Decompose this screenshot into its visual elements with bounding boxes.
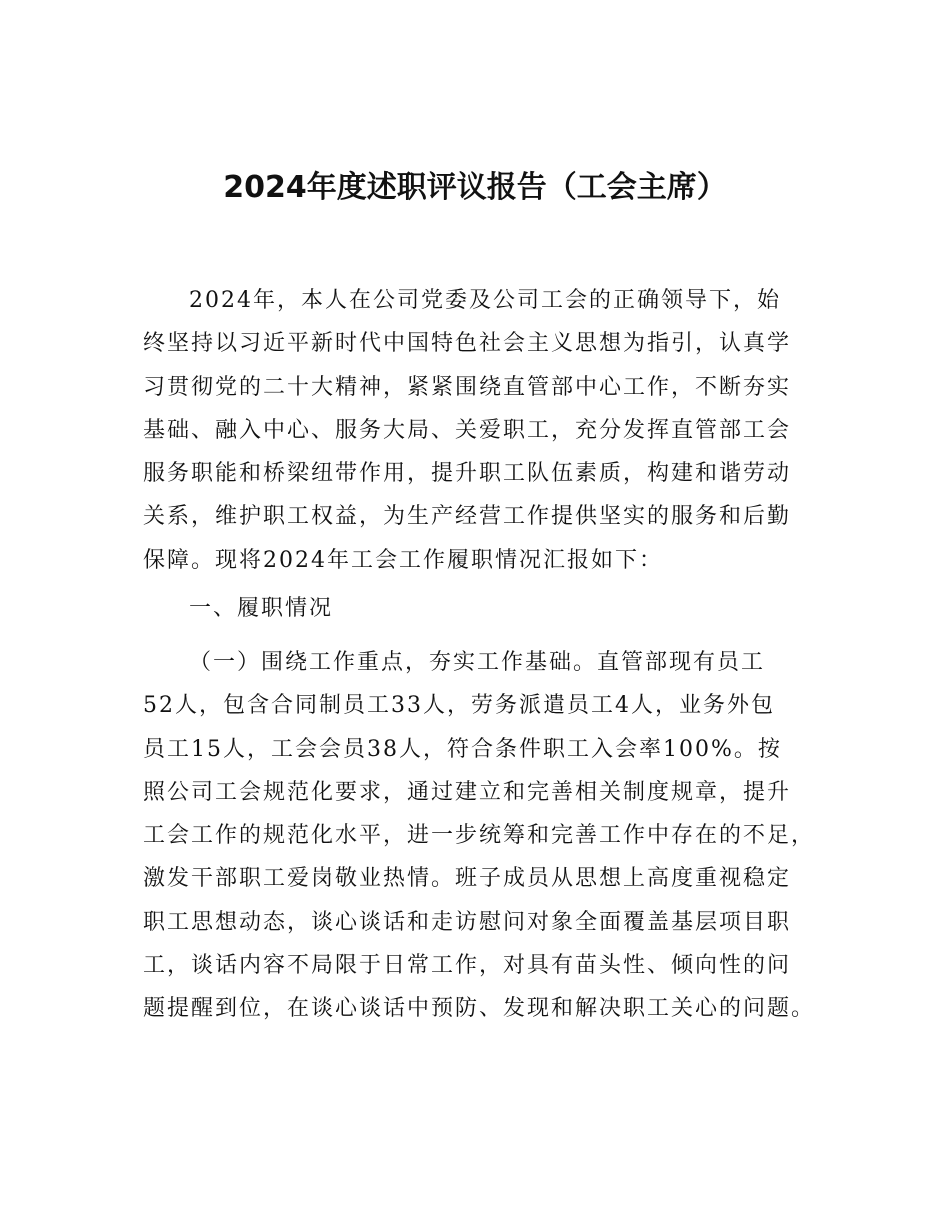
document-title: 2024年度述职评议报告（工会主席）	[223, 170, 727, 205]
paragraph-line: 基础、融入中心、服务大局、关爱职工，充分发挥直管部工会	[143, 417, 792, 443]
paragraph-line: 终坚持以习近平新时代中国特色社会主义思想为指引，认真学	[143, 331, 792, 357]
paragraph-line: 52人，包含合同制员工33人，劳务派遣员工4人，业务外包	[143, 693, 775, 719]
paragraph-line: 服务职能和桥梁纽带作用，提升职工队伍素质，构建和谐劳动	[143, 461, 792, 487]
paragraph-line: 2024年，本人在公司党委及公司工会的正确领导下，始	[189, 288, 781, 313]
section-heading-text: 一、履职情况	[189, 596, 334, 621]
paragraph-line: 关系，维护职工权益，为生产经营工作提供坚实的服务和后勤	[143, 504, 792, 530]
section-heading	[143, 587, 828, 630]
paragraph-line: 激发干部职工爱岗敬业热情。班子成员从思想上高度重视稳定	[143, 866, 792, 892]
paragraph-line: 工会工作的规范化水平，进一步统筹和完善工作中存在的不足，	[143, 823, 816, 849]
paragraph-line: 职工思想动态，谈心谈话和走访慰问对象全面覆盖基层项目职	[143, 909, 792, 935]
paragraph-line: 照公司工会规范化要求，通过建立和完善相关制度规章，提升	[143, 779, 792, 805]
paragraph-line: 习贯彻党的二十大精神，紧紧围绕直管部中心工作，不断夯实	[143, 374, 792, 400]
intro-paragraph	[143, 279, 828, 582]
paragraph-line: 保障。现将2024年工会工作履职情况汇报如下：	[143, 547, 663, 573]
paragraph-line: 题提醒到位，在谈心谈话中预防、发现和解决职工关心的问题。	[143, 996, 816, 1022]
paragraph-line: （一）围绕工作重点，夯实工作基础。直管部现有员工	[189, 650, 766, 675]
paragraph-line: 员工15人，工会会员38人，符合条件职工入会率100%。按	[143, 736, 782, 762]
section1-paragraph	[143, 641, 828, 1031]
paragraph-line: 工，谈话内容不局限于日常工作，对具有苗头性、倾向性的问	[143, 953, 792, 979]
